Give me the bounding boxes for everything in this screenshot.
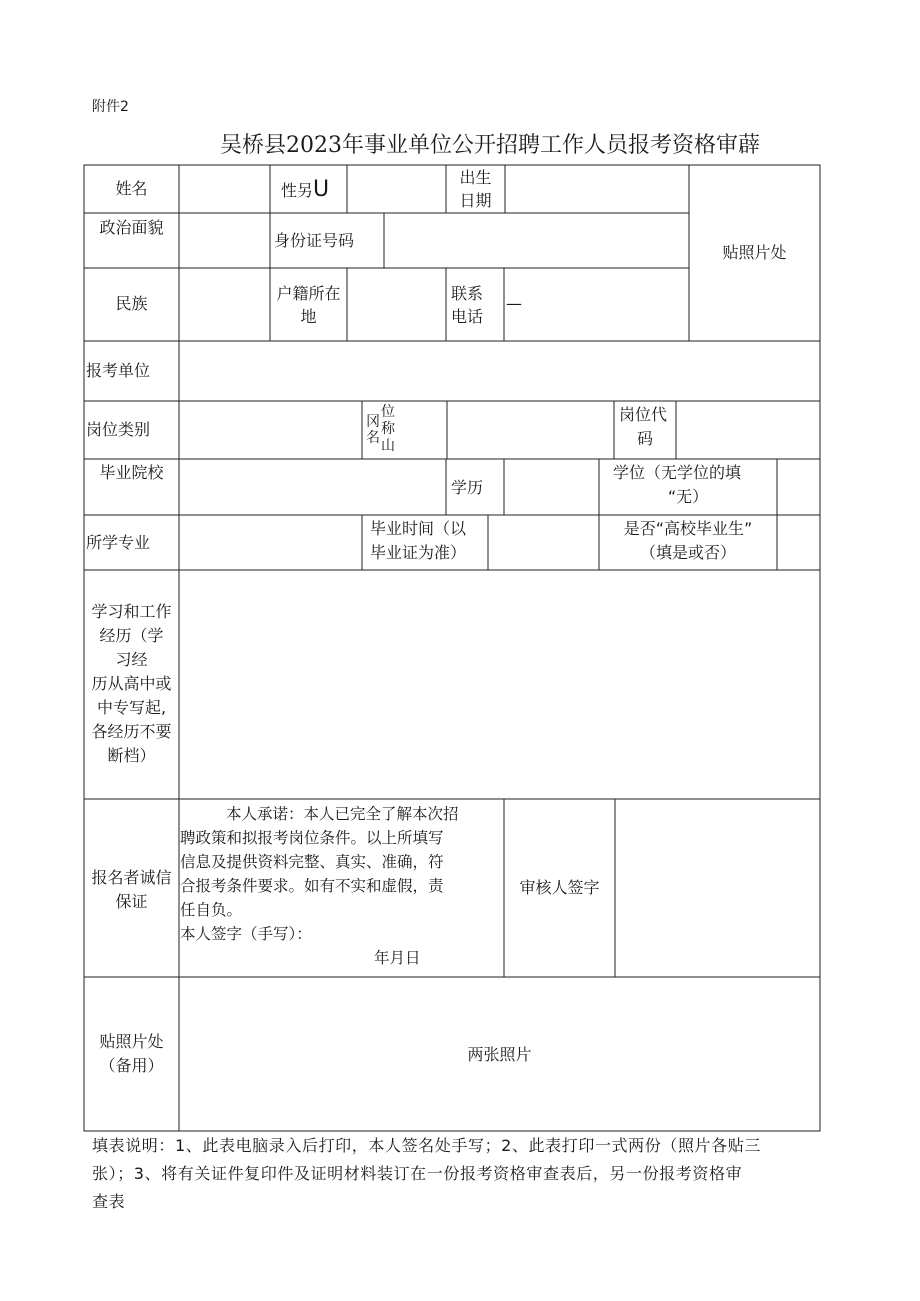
label-post-name-a: 冈 [366, 414, 380, 430]
label-post-name-b: 名 [366, 430, 380, 446]
label-reviewer: 审核人签字 [519, 878, 600, 897]
attachment-label: 附件2 [92, 99, 129, 115]
label-id-number: 身份证号码 [274, 231, 355, 250]
label-major: 所学专业 [86, 533, 151, 552]
experience-line: 学习和工作 [91, 602, 172, 621]
label-graduate-line2: （填是或否） [639, 543, 736, 562]
label-integrity-line2: 保证 [115, 892, 148, 911]
experience-line: 历从高中或 [91, 674, 172, 693]
label-household-line2: 地 [300, 307, 317, 326]
label-school: 毕业院校 [99, 463, 164, 482]
label-name: 姓名 [115, 179, 148, 198]
pledge-line: 任自负。 [180, 901, 243, 919]
label-integrity-line1: 报名者诚信 [91, 868, 172, 887]
footer-line: 填表说明：1、此表电脑录入后打印，本人签名处手写；2、此表打印一式两份（照片各贴三 [92, 1136, 761, 1155]
label-household-line1: 户籍所在 [276, 284, 341, 303]
label-phone-line2: 电话 [450, 307, 483, 326]
pledge-text [180, 802, 502, 970]
label-photo: 贴照片处 [722, 243, 787, 262]
experience-line: 中专写起, [96, 698, 167, 717]
pledge-line: 合报考条件要求。如有不实和虚假，责 [180, 877, 444, 895]
label-political: 政治面貌 [99, 218, 164, 237]
label-gender-glyph: U [313, 177, 330, 202]
label-phone-line1: 联系 [450, 284, 483, 303]
pledge-line: 本人承诺：本人已完全了解本次招 [226, 805, 459, 823]
label-post-category: 岗位类别 [86, 420, 151, 439]
page-title-text: 吴桥县2023年事业单位公开招聘工作人员报考资格审薜 [220, 133, 760, 158]
label-post-code-line2: 码 [636, 429, 653, 448]
label-degree-line1: 学位（无学位的填 [613, 463, 742, 482]
label-experience [84, 600, 179, 768]
label-birth-line1: 出生 [459, 168, 492, 187]
label-birth-line2: 日期 [459, 191, 492, 210]
label-post-code-line1: 岗位代 [619, 405, 668, 424]
label-spare-photo-line1: 贴照片处 [99, 1032, 164, 1051]
footer-line: 张）；3、将有关证件复印件及证明材料装订在一份报考资格审查表后，另一份报考资格审 [92, 1164, 743, 1183]
experience-line: 各经历不要 [91, 722, 172, 741]
footer-line: 查表 [92, 1192, 126, 1211]
label-ethnicity: 民族 [115, 294, 148, 313]
pledge-date-label: 年月日 [374, 949, 421, 967]
experience-line: 经历（学 [99, 626, 164, 645]
label-gender [281, 178, 329, 203]
label-two-photos: 两张照片 [467, 1045, 532, 1064]
pledge-sign-label: 本人签字（手写）： [180, 925, 312, 943]
label-spare-photo-line2: （备用） [99, 1056, 164, 1075]
label-degree-line2: “无） [667, 487, 709, 506]
experience-line: 断档） [107, 746, 156, 765]
phone-dash-mark: — [506, 294, 522, 313]
pledge-line: 信息及提供资料完整、真实、准确，符 [180, 853, 444, 871]
label-unit: 报考单位 [86, 361, 151, 380]
label-post-name-c: 位 [381, 404, 395, 420]
label-graduate-line1: 是否“高校毕业生” [623, 519, 753, 538]
label-post-name-e: 山 [381, 438, 395, 454]
label-post-name-d: 称 [381, 421, 395, 437]
label-grad-time-line1: 毕业时间（以 [370, 519, 467, 538]
label-grad-time-line2: 毕业证为准） [370, 543, 467, 562]
pledge-line: 聘政策和拟报考岗位条件。以上所填写 [180, 829, 444, 847]
experience-line: 习经 [115, 650, 148, 669]
label-education: 学历 [450, 478, 483, 497]
label-gender-text: 性另 [281, 181, 314, 200]
fill-instructions [92, 1132, 828, 1216]
